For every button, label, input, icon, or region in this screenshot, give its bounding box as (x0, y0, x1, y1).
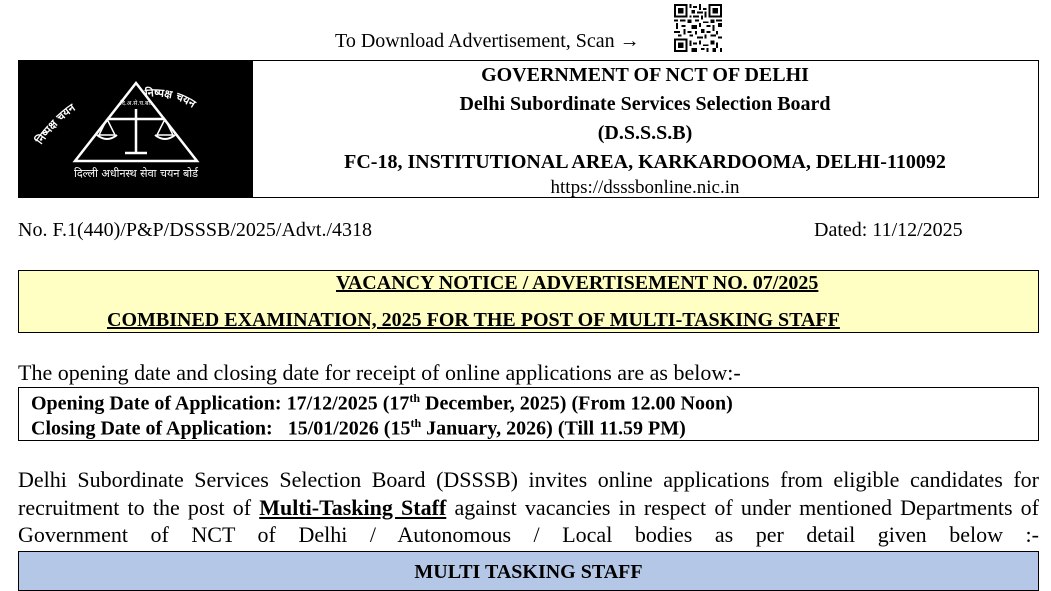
closing-date-row: Closing Date of Application: 15/01/2026 (15th January, 2026) (Till 11.59 PM) (31, 416, 686, 440)
vacancy-notice-title: VACANCY NOTICE / ADVERTISEMENT NO. 07/2025 (336, 272, 819, 294)
opening-date-row: Opening Date of Application: 17/12/2025 (17th December, 2025) (From 12.00 Noon) (31, 391, 733, 415)
svg-text:निष्पक्ष चयन: निष्पक्ष चयन (144, 86, 198, 111)
qr-code-icon[interactable] (673, 4, 723, 52)
government-title: GOVERNMENT OF NCT OF DELHI (481, 64, 809, 86)
exam-title: COMBINED EXAMINATION, 2025 FOR THE POST OF MULTI-TASKING STAFF (107, 309, 840, 331)
table-title: MULTI TASKING STAFF (414, 561, 643, 583)
reference-number: No. F.1(440)/P&P/DSSSB/2025/Advt./4318 (18, 219, 373, 241)
vacancy-table-header (18, 551, 1039, 591)
dsssb-emblem-scales-icon (19, 61, 252, 197)
notice-date: Dated: 11/12/2025 (814, 219, 963, 241)
post-name: Multi-Tasking Staff (259, 494, 447, 520)
svg-text:दिल्ली अधीनस्थ सेवा चयन बोर्ड: दिल्ली अधीनस्थ सेवा चयन बोर्ड (73, 167, 199, 180)
svg-text:दि.अ.से.च.बो.: दि.अ.से.च.बो. (120, 100, 152, 107)
application-dates-box (18, 387, 1039, 441)
scan-instruction: To Download Advertisement, Scan → (335, 30, 640, 52)
intro-paragraph: Delhi Subordinate Services Selection Board (DSSSB) invites online applications from eligible candidates for recruitment to the post of Multi-Tasking Staff against vacancies in respect of under mentioned Departments of Government of NCT of Delhi / Autonomous / Local bodies as per detail given below :- (18, 467, 1040, 547)
dates-intro: The opening date and closing date for receipt of online applications are as below:- (18, 360, 741, 385)
board-abbreviation: (D.S.S.S.B) (597, 122, 693, 144)
dsssb-logo (19, 61, 253, 197)
board-address: FC-18, INSTITUTIONAL AREA, KARKARDOOMA, DELHI-110092 (344, 151, 946, 173)
svg-text:निष्पक्ष चयन: निष्पक्ष चयन (32, 101, 78, 147)
board-name: Delhi Subordinate Services Selection Board (459, 93, 831, 115)
vacancy-banner (18, 270, 1039, 333)
board-website-link[interactable]: https://dsssbonline.nic.in (550, 177, 740, 198)
header-text-block (252, 61, 1038, 199)
board-header (18, 60, 1039, 198)
